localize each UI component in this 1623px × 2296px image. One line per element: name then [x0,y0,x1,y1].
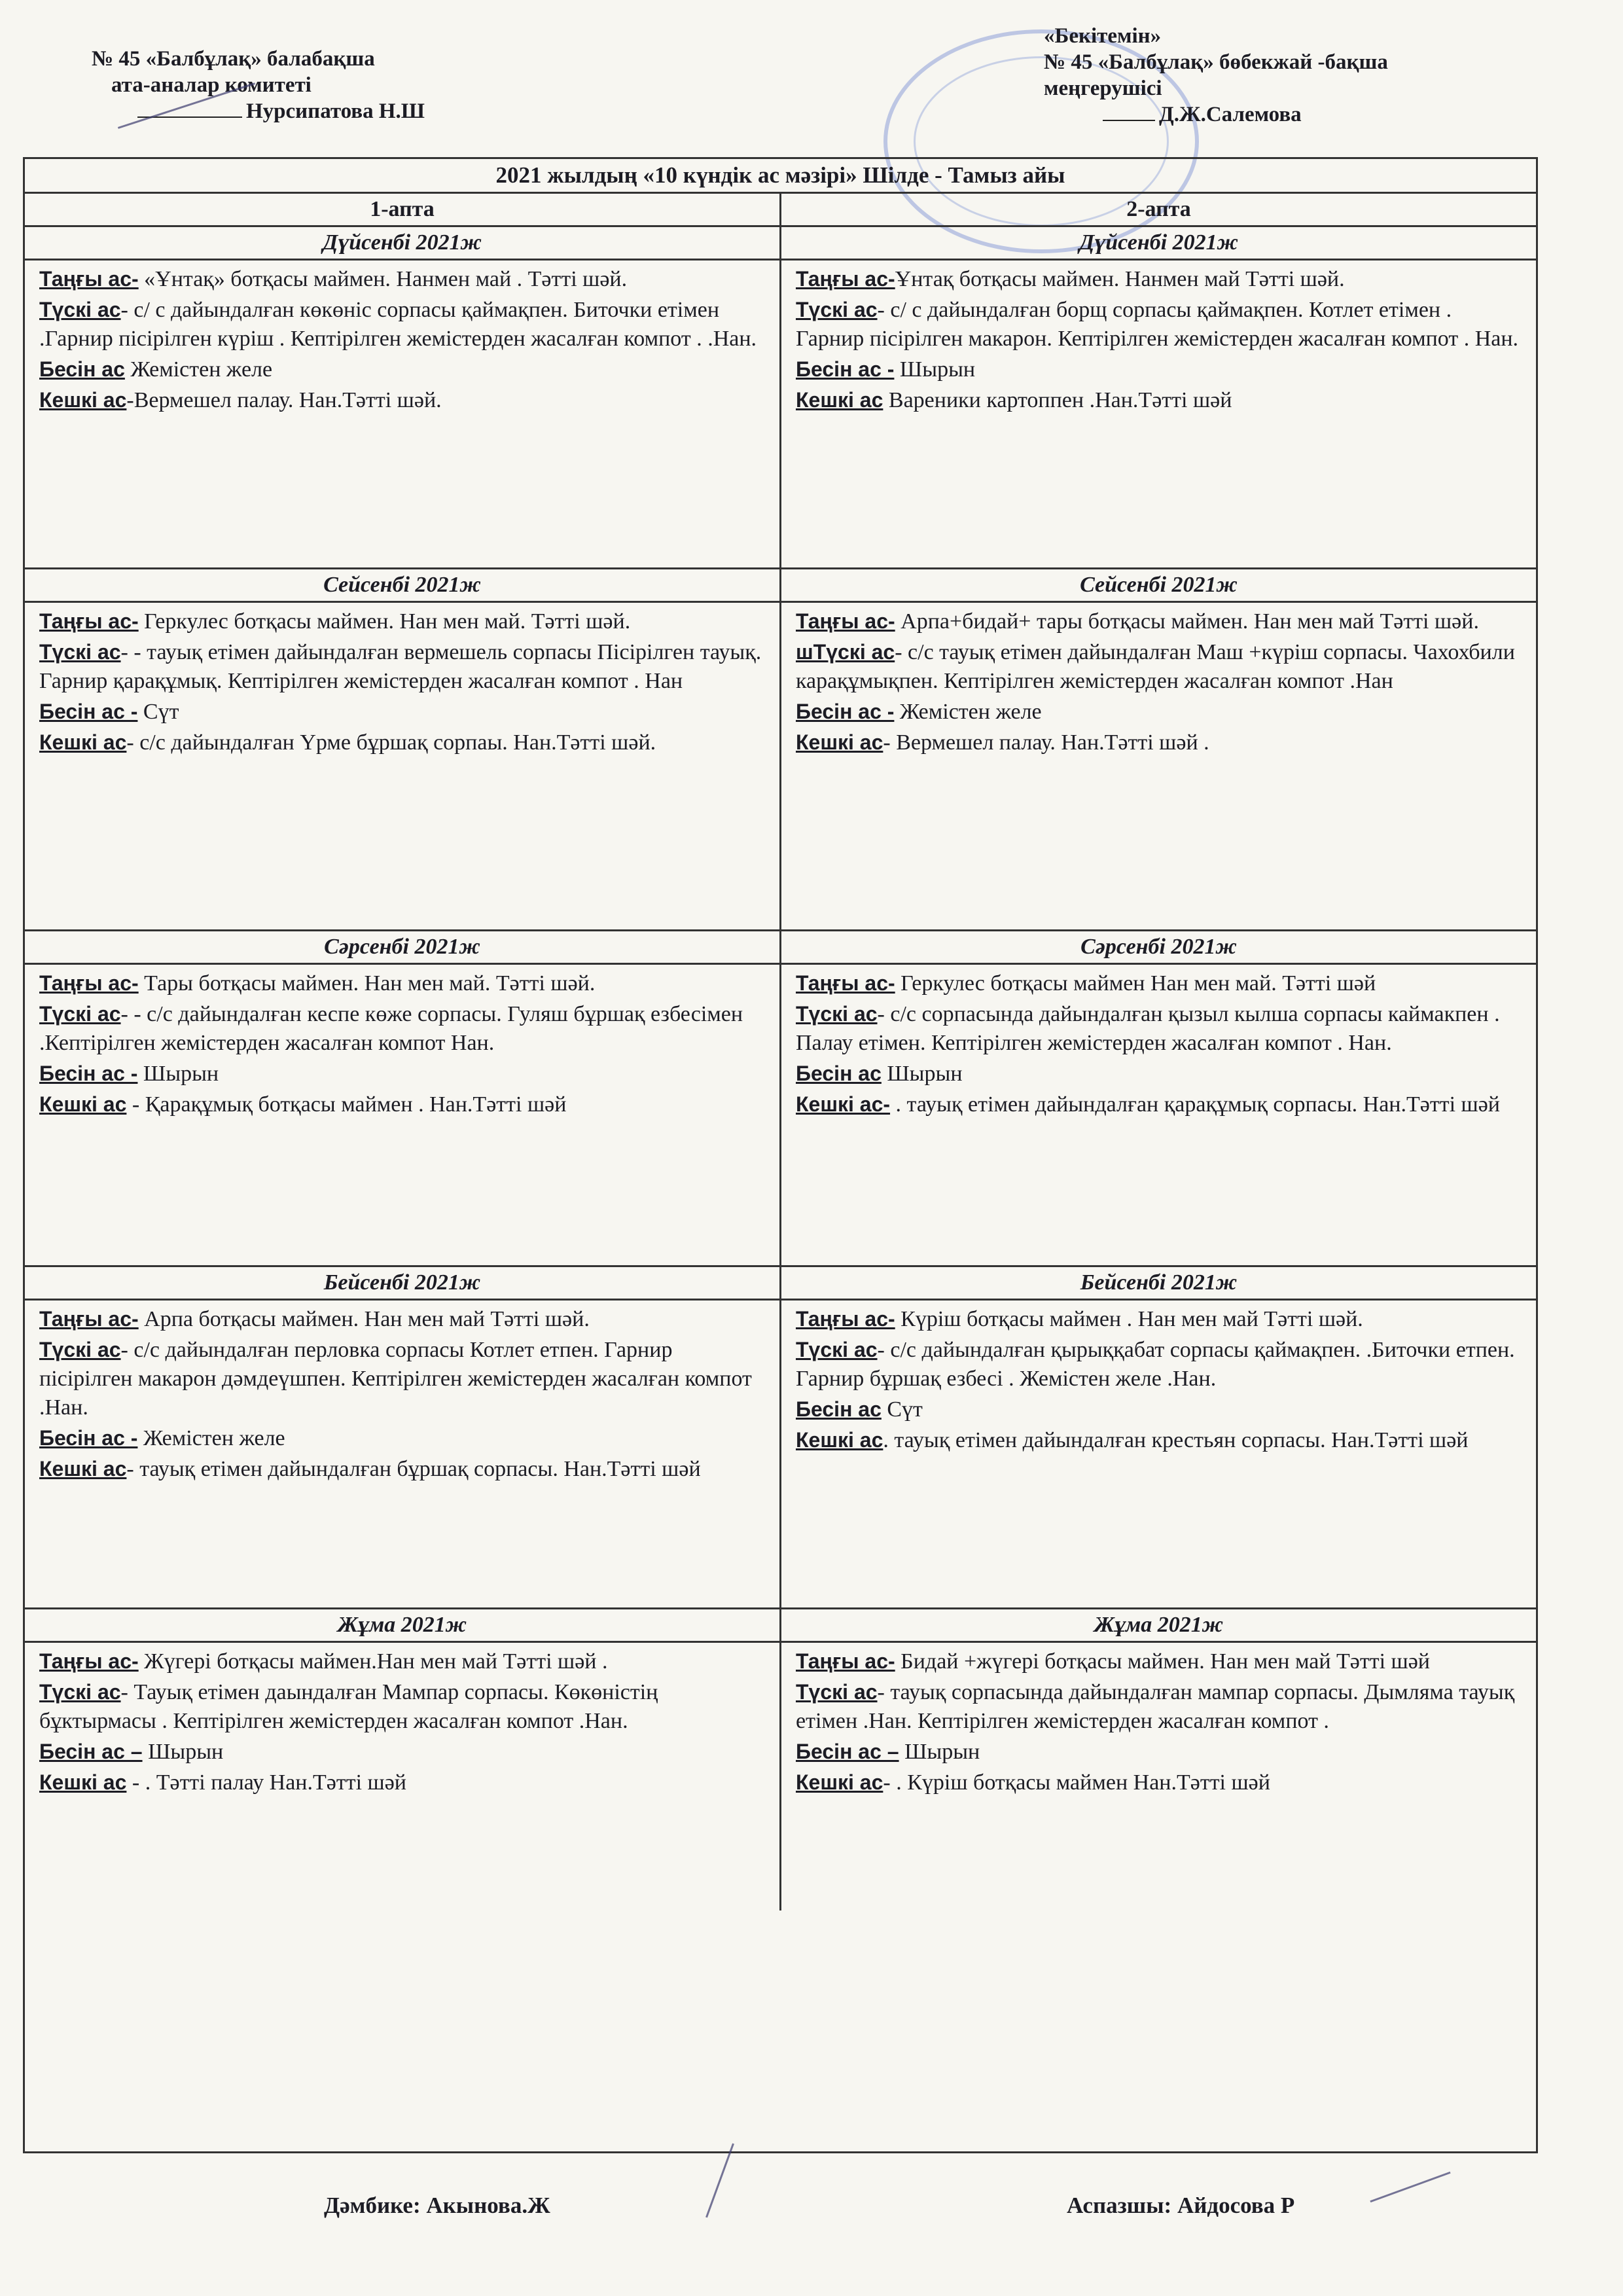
meal-label: Бесін ас - [39,700,138,723]
meal-entry [39,386,765,415]
meal-text: - Тауық етімен даындалған Мампар сорпасы. Көкөністің бұктырмасы . Кептірілген жемістерден жасалған компот .Нан. [39,1680,658,1733]
meal-entry [39,1677,765,1736]
meal-label: Бесін ас - [39,1426,138,1450]
meal-text: Сүт [137,700,179,724]
menu-title: 2021 жылдың «10 күндік ас мәзірі» Шілде - Тамыз айы [25,159,1536,194]
meal-text: Арпа+бидай+ тары ботқасы маймен. Нан мен май Тәтті шәй. [895,609,1479,634]
meal-entry [39,1647,765,1676]
meal-entry [796,264,1522,294]
meal-label: Таңғы ас- [796,609,895,633]
meal-label: Таңғы ас- [796,267,895,291]
meal-entry [39,1737,765,1767]
meal-entry [39,697,765,726]
meal-text: - с/с сорпасында дайындалған қызыл кылша сорпасы каймакпен . Палау етімен. Кептірілген жемістерден жасалған компот . Нан. [796,1002,1500,1055]
meal-entry [796,1677,1522,1736]
day-cell-w2 [781,931,1536,1265]
day-name: Сәрсенбі 2021ж [25,931,779,965]
meal-entry [39,1454,765,1484]
menu-table [23,157,1538,2153]
day-cell-w1 [25,931,781,1265]
signature-scribble [705,2144,734,2218]
week-header-row [25,194,1536,227]
meal-entry [796,1059,1522,1088]
day-name: Жұма 2021ж [781,1609,1536,1643]
meal-entry [796,1737,1522,1767]
meal-label: Кешкі ас [39,1770,127,1794]
meal-text: - . Тәтті палау Нан.Тәтті шәй [126,1770,406,1795]
day-cell-w1 [25,1267,781,1607]
meal-text: - с/с дайындалған перловка сорпасы Котлет етпен. Гарнир пісірілген макарон дәмдеүшпен. Кептірілген жемістерден жасалған компот .Нан. [39,1338,752,1420]
week-1-header: 1-апта [25,194,781,225]
meal-label: Кешкі ас [796,1428,883,1452]
day-name: Сәрсенбі 2021ж [781,931,1536,965]
meal-label: Бесін ас [39,357,125,381]
meal-text: «Ұнтақ» ботқасы маймен. Нанмен май . Тәтті шәй. [138,267,628,291]
meal-entry [39,1768,765,1797]
meal-entry [796,355,1522,384]
meal-entry [796,386,1522,415]
meal-text: . тауық етімен дайындалған крестьян сорпасы. Нан.Тәтті шәй [883,1428,1469,1452]
meal-list [781,1643,1536,1803]
meal-text: Ұнтақ ботқасы маймен. Нанмен май Тәтті шәй. [895,267,1345,291]
committee-signatory: Нурсипатова Н.Ш [246,99,425,123]
meal-label: Түскі ас [39,1338,121,1361]
signature-line [1103,120,1155,121]
meal-text: Күріш ботқасы маймен . Нан мен май Тәтті шәй. [895,1307,1363,1331]
meal-list [781,603,1536,762]
day-row [25,569,1536,931]
meal-text: - Вермешел палау. Нан.Тәтті шәй . [883,730,1209,755]
meal-text: Жүгері ботқасы маймен.Нан мен май Тәтті шәй . [138,1649,608,1674]
meal-text: Геркулес ботқасы маймен. Нан мен май. Тәтті шәй. [138,609,631,634]
nurse-signature: Дәмбике: Акынова.Ж [324,2193,550,2218]
meal-label: Таңғы ас- [796,1649,895,1673]
day-cell-w2 [781,1609,1536,1910]
meal-label: Бесін ас – [796,1740,899,1763]
meal-list [25,1643,779,1803]
meal-label: Түскі ас [39,1002,121,1026]
meal-list [25,260,779,420]
meal-text: Жемістен желе [894,700,1042,724]
meal-label: Бесін ас - [796,357,895,381]
meal-list [781,1300,1536,1460]
meal-entry [796,1647,1522,1676]
meal-label: Кешкі ас [796,730,883,754]
meal-label: Таңғы ас- [39,609,139,633]
day-name: Жұма 2021ж [25,1609,779,1643]
meal-entry [796,1304,1522,1334]
meal-label: Бесін ас - [796,700,895,723]
cook-signature: Аспазшы: Айдосова Р [1067,2193,1295,2218]
header-left [92,46,425,124]
meal-text: - тауық етімен дайындалған бұршақ сорпасы. Нан.Тәтті шәй [126,1457,701,1481]
meal-label: Түскі ас [39,298,121,321]
meal-list [25,965,779,1124]
meal-text: Бидай +жүгері ботқасы маймен. Нан мен май Тәтті шәй [895,1649,1430,1674]
day-cell-w1 [25,1609,781,1910]
meal-label: Бесін ас – [39,1740,143,1763]
meal-label: Түскі ас [796,1338,878,1361]
header-right [1044,23,1388,128]
approval-label: «Бекітемін» [1044,24,1162,48]
meal-label: Таңғы ас- [796,1307,895,1331]
meal-entry [796,1768,1522,1797]
week-2-header: 2-апта [1126,197,1191,221]
day-name: Дүйсенбі 2021ж [781,227,1536,260]
day-cell-w1 [25,569,781,929]
meal-text: Вареники картоппен .Нан.Тәтті шәй [883,388,1232,412]
meal-entry [796,999,1522,1058]
meal-list [25,603,779,762]
meal-list [781,965,1536,1124]
meal-entry [796,969,1522,998]
day-cell-w2 [781,569,1536,929]
meal-label: Кешкі ас [39,1457,127,1480]
meal-text: - с/ с дайындалған көкөніс сорпасы қаймақпен. Биточки етімен .Гарнир пісірілген күріш . Кептірілген жемістерден жасалған компот . .Нан. [39,298,757,351]
meal-label: Кешкі ас- [796,1092,891,1116]
head-title: меңгерушісі [1044,77,1162,100]
meal-text: . тауық етімен дайындалған қарақұмық сорпасы. Нан.Тәтті шәй [890,1092,1500,1117]
meal-label: Таңғы ас- [796,971,895,995]
meal-text: -Вермешел палау. Нан.Тәтті шәй. [126,388,442,412]
meal-entry [39,295,765,353]
meal-text: - с/с дайындалған қырыққабат сорпасы қаймақпен. .Биточки етпен. Гарнир бұршақ езбесі . Жемістен желе .Нан. [796,1338,1515,1391]
meal-entry [796,697,1522,726]
meal-text: Шырын [881,1062,963,1086]
institution-name: № 45 «Балбұлақ» бөбекжай -бақша [1044,50,1388,74]
meal-label: Таңғы ас- [39,971,139,995]
parents-committee: ата-аналар комитеті [111,73,312,97]
day-name: Сейсенбі 2021ж [25,569,779,603]
meal-entry [796,1335,1522,1393]
meal-entry [796,1395,1522,1424]
meal-text: - с/с тауық етімен дайындалған Маш +күріш сорпасы. Чахохбили карақұмықпен. Кептірілген жемістерден жасалған компот .Нан [796,640,1515,693]
meal-entry [796,607,1522,636]
meal-entry [39,999,765,1058]
meal-text: Геркулес ботқасы маймен Нан мен май. Тәтті шәй [895,971,1376,996]
meal-entry [796,295,1522,353]
meal-text: - Қарақұмық ботқасы маймен . Нан.Тәтті шәй [126,1092,567,1117]
meal-entry [39,264,765,294]
meal-entry [39,1424,765,1453]
meal-entry [796,637,1522,696]
meal-label: Түскі ас [39,1680,121,1704]
meal-label: шТүскі ас [796,640,895,664]
meal-text: Жемістен желе [124,357,273,382]
meal-entry [39,637,765,696]
meal-text: - - с/с дайындалған кеспе көже сорпасы. Гуляш бұршақ езбесімен .Кептірілген жемістерден жасалған компот Нан. [39,1002,743,1055]
meal-text: Жемістен желе [137,1426,285,1450]
meal-entry [39,1059,765,1088]
meal-text: - с/ с дайындалған борщ сорпасы қаймақпен. Котлет етімен . Гарнир пісірілген макарон. Кептірілген жемістерден жасалған компот . Нан. [796,298,1519,351]
meal-entry [39,969,765,998]
meal-text: Шырын [142,1740,224,1764]
meal-label: Түскі ас [796,1680,878,1704]
meal-label: Кешкі ас [39,388,127,412]
meal-label: Таңғы ас- [39,1307,139,1331]
meal-label: Түскі ас [796,1002,878,1026]
meal-label: Кешкі ас [796,1770,883,1794]
day-cell-w2 [781,1267,1536,1607]
day-row [25,1267,1536,1609]
day-name: Бейсенбі 2021ж [781,1267,1536,1300]
meal-text: - - тауық етімен дайындалған вермешель сорпасы Пісірілген тауық. Гарнир қарақұмық. Кептірілген жемістерден жасалған компот . Нан [39,640,762,693]
meal-label: Таңғы ас- [39,1649,139,1673]
meal-text: Шырын [137,1062,219,1086]
meal-entry [39,728,765,757]
day-row [25,227,1536,569]
meal-list [25,1300,779,1489]
meal-label: Бесін ас [796,1062,882,1085]
meal-entry [39,1090,765,1119]
day-name: Дүйсенбі 2021ж [25,227,779,260]
meal-label: Кешкі ас [39,730,127,754]
kindergarten-name: № 45 «Балбұлақ» балабақша [92,47,375,71]
meal-entry [796,1090,1522,1119]
day-row [25,931,1536,1267]
day-cell-w2 [781,227,1536,567]
meal-entry [796,1426,1522,1455]
menu-rows [25,227,1536,1910]
meal-label: Бесін ас - [39,1062,138,1085]
day-cell-w1 [25,227,781,567]
head-signatory: Д.Ж.Салемова [1159,103,1302,126]
day-row [25,1609,1536,1910]
meal-label: Түскі ас [39,640,121,664]
meal-label: Кешкі ас [39,1092,127,1116]
meal-text: Шырын [894,357,976,382]
meal-list [781,260,1536,420]
meal-text: Шырын [899,1740,980,1764]
meal-entry [39,1304,765,1334]
meal-entry [796,728,1522,757]
meal-entry [39,355,765,384]
meal-text: Тары ботқасы маймен. Нан мен май. Тәтті шәй. [138,971,596,996]
signature-scribble [1370,2172,1450,2202]
meal-text: Арпа ботқасы маймен. Нан мен май Тәтті шәй. [138,1307,590,1331]
meal-text: - с/с дайындалған Үрме бұршақ сорпаы. Нан.Тәтті шәй. [126,730,656,755]
day-name: Бейсенбі 2021ж [25,1267,779,1300]
meal-label: Бесін ас [796,1397,882,1421]
meal-label: Таңғы ас- [39,267,139,291]
meal-entry [39,607,765,636]
meal-text: - . Күріш ботқасы маймен Нан.Тәтті шәй [883,1770,1270,1795]
day-name: Сейсенбі 2021ж [781,569,1536,603]
meal-entry [39,1335,765,1422]
meal-text: - тауық сорпасында дайындалған мампар сорпасы. Дымляма тауық етімен .Нан. Кептірілген жемістерден жасалған компот . [796,1680,1515,1733]
meal-label: Түскі ас [796,298,878,321]
meal-label: Кешкі ас [796,388,883,412]
meal-text: Сүт [881,1397,923,1422]
